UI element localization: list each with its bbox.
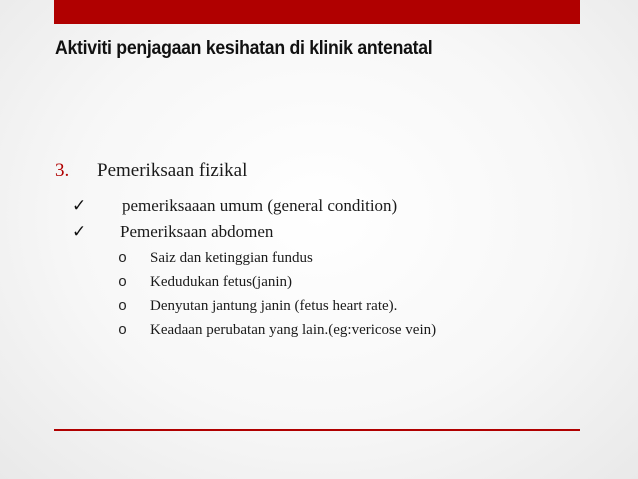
numbered-item bbox=[55, 160, 247, 182]
circle-bullet: o bbox=[118, 298, 128, 315]
sub-item-text: Saiz dan ketinggian fundus bbox=[150, 250, 313, 266]
circle-bullet: o bbox=[118, 250, 128, 267]
sub-list-item bbox=[118, 298, 397, 315]
sub-list-item bbox=[118, 322, 436, 339]
check-item-text: Pemeriksaan abdomen bbox=[120, 222, 274, 241]
check-list-item bbox=[72, 222, 273, 242]
item-heading: Pemeriksaan fizikal bbox=[97, 160, 248, 181]
sub-item-text: Keadaan perubatan yang lain.(eg:vericose vein) bbox=[150, 322, 437, 338]
circle-bullet: o bbox=[118, 274, 128, 291]
check-icon: ✓ bbox=[72, 222, 87, 242]
sub-list-item bbox=[118, 274, 292, 291]
check-item-text: pemeriksaaan umum (general condition) bbox=[122, 196, 398, 215]
bottom-accent-line bbox=[54, 429, 580, 431]
check-icon: ✓ bbox=[72, 196, 87, 216]
sub-list-item bbox=[118, 250, 313, 267]
sub-item-text: Kedudukan fetus(janin) bbox=[150, 274, 293, 290]
sub-item-text: Denyutan jantung janin (fetus heart rate). bbox=[150, 298, 398, 314]
check-list-item bbox=[72, 196, 397, 216]
item-number: 3. bbox=[55, 160, 70, 181]
circle-bullet: o bbox=[118, 322, 128, 339]
slide-title: Aktiviti penjagaan kesihatan di klinik antenatal bbox=[55, 38, 433, 59]
